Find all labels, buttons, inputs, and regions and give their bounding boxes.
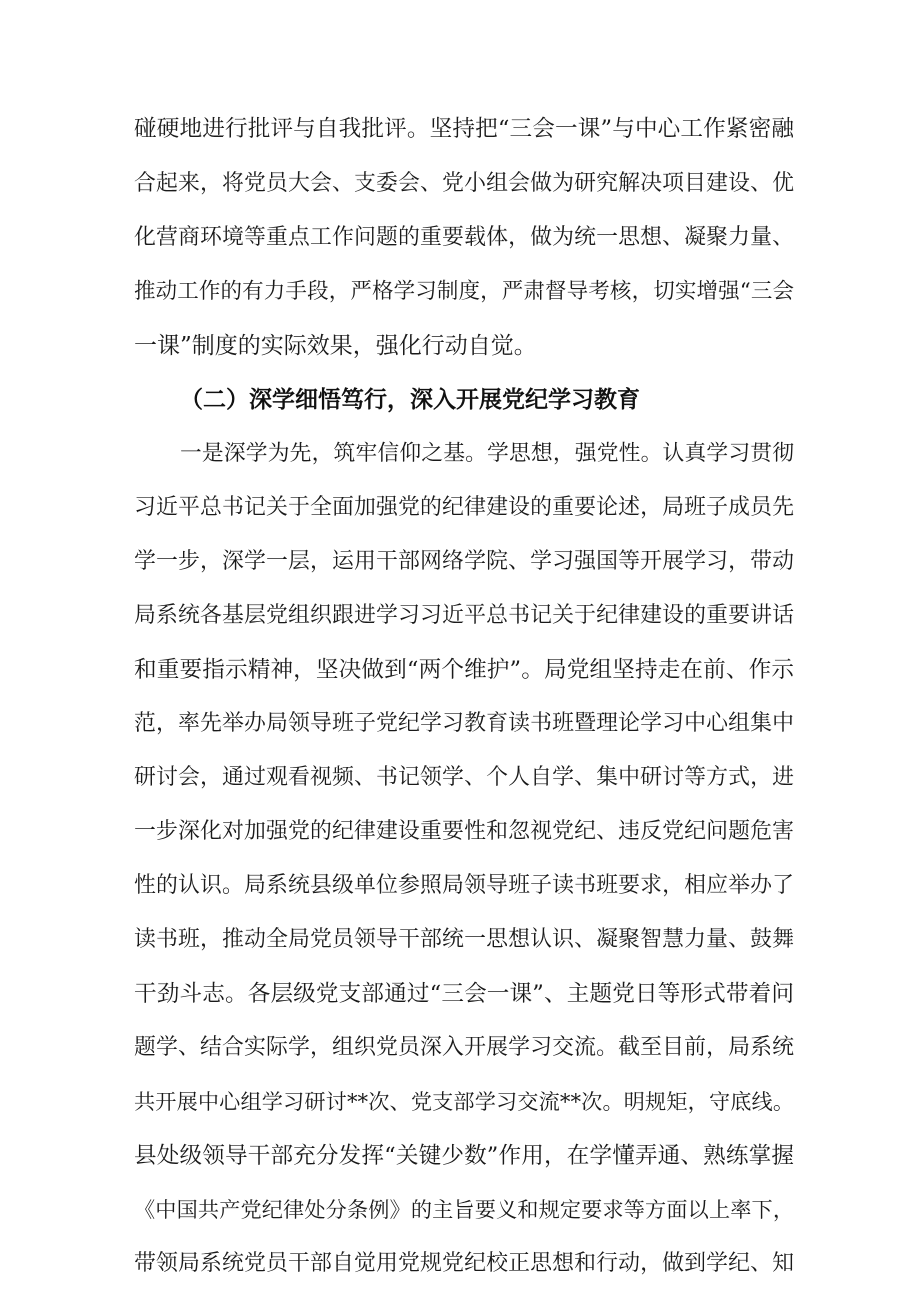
paragraph-line: 干劲斗志。各层级党支部通过“三会一课”、主题党日等形式带着问 xyxy=(134,981,794,1007)
paragraph-line: 读书班，推动全局党员领导干部统一思想认识、凝聚智慧力量、鼓舞 xyxy=(134,927,794,952)
paragraph-line: 合起来，将党员大会、支委会、党小组会做为研究解决项目建设、优 xyxy=(134,171,794,196)
paragraph-line: 一步深化对加强党的纪律建设重要性和忽视党纪、违反党纪问题危害 xyxy=(134,819,794,844)
paragraph-line: 研讨会，通过观看视频、书记领学、个人自学、集中研讨等方式，进 xyxy=(134,765,794,790)
section-heading: （二）深学细悟笃行，深入开展党纪学习教育 xyxy=(180,387,640,413)
paragraph-line: 一是深学为先，筑牢信仰之基。学思想，强党性。认真学习贯彻 xyxy=(180,441,794,466)
paragraph-line: 题学、结合实际学，组织党员深入开展学习交流。截至目前，局系统 xyxy=(134,1035,794,1060)
paragraph-line: 范，率先举办局领导班子党纪学习教育读书班暨理论学习中心组集中 xyxy=(134,711,794,736)
paragraph-line: 带领局系统党员干部自觉用党规党纪校正思想和行动，做到学纪、知 xyxy=(134,1251,794,1276)
paragraph-line: 局系统各基层党组织跟进学习习近平总书记关于纪律建设的重要讲话 xyxy=(134,603,794,628)
paragraph-line: 共开展中心组学习研讨**次、党支部学习交流**次。明规矩，守底线。 xyxy=(134,1089,794,1114)
paragraph-line: 性的认识。局系统县级单位参照局领导班子读书班要求，相应举办了 xyxy=(134,873,794,898)
paragraph-line: 县处级领导干部充分发挥“关键少数”作用，在学懂弄通、熟练掌握 xyxy=(134,1143,794,1169)
paragraph-line: 学一步，深学一层，运用干部网络学院、学习强国等开展学习，带动 xyxy=(134,549,794,574)
paragraph-line: 习近平总书记关于全面加强党的纪律建设的重要论述，局班子成员先 xyxy=(134,495,794,520)
paragraph-line: 推动工作的有力手段，严格学习制度，严肃督导考核，切实增强“三会 xyxy=(134,279,794,304)
paragraph-line: 一课”制度的实际效果，强化行动自觉。 xyxy=(134,333,537,359)
paragraph-line: 化营商环境等重点工作问题的重要载体，做为统一思想、凝聚力量、 xyxy=(134,225,794,250)
paragraph-line: 和重要指示精神，坚决做到“两个维护”。局党组坚持走在前、作示 xyxy=(134,657,794,683)
paragraph-line: 《中国共产党纪律处分条例》的主旨要义和规定要求等方面以上率下， xyxy=(134,1197,794,1222)
paragraph-line: 碰硬地进行批评与自我批评。坚持把“三会一课”与中心工作紧密融 xyxy=(134,116,794,142)
